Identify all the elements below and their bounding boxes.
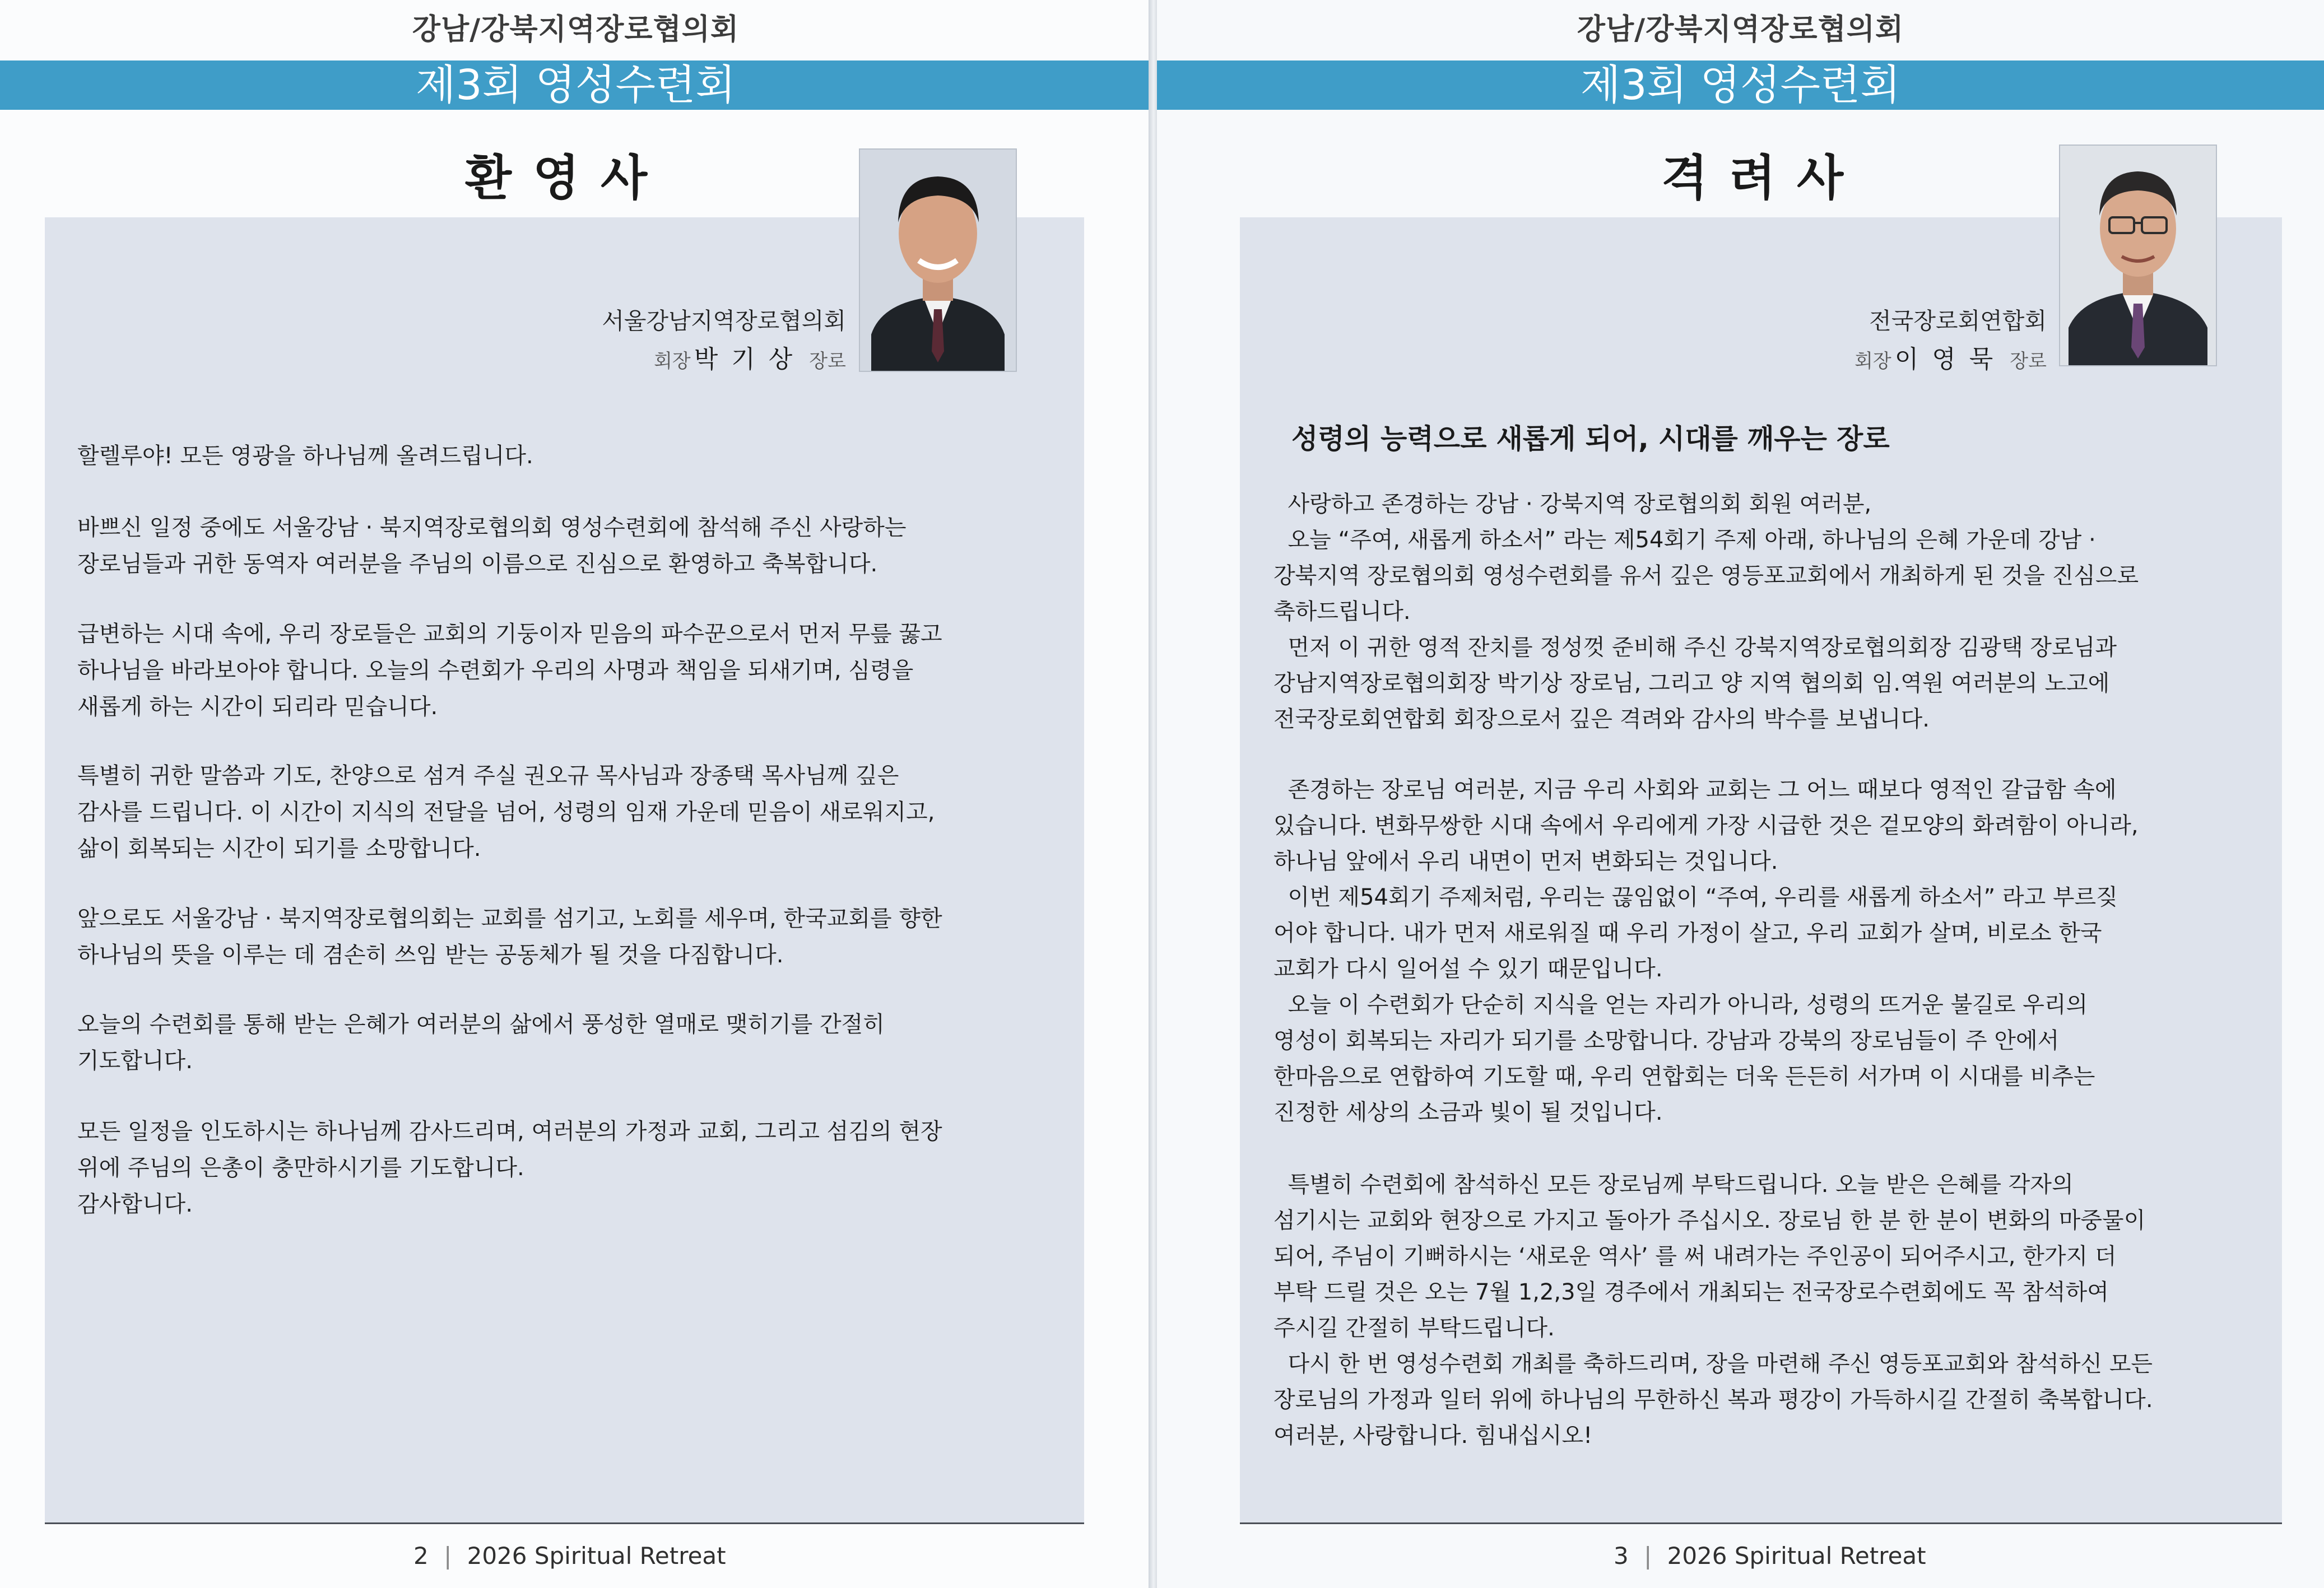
signature-suffix: 장로 <box>809 350 846 372</box>
left-page <box>0 0 1151 1588</box>
signature-title: 회장 <box>654 350 691 372</box>
paragraph: 특별히 수련회에 참석하신 모든 장로님께 부탁드립니다. 오늘 받은 은혜를 각자의 섬기시는 교회와 현장으로 가지고 돌아가 주십시오. 장로님 한 분 한 분이 변화의 마중물이 되어, 주님이 기뻐하시는 ‘새로운 역사’ 를 써 내려가는 주인공이 되어주시고, 한가지 더 부탁 드릴 것은 오는 7월 1,2,3일 경주에서 개최되는 전국장로수련회에도 꼭 참석하여 주시길 간절히 부탁드립니다. 다시 한 번 영성수련회 개최를 축하드리며, 장을 마련해 주신 영등포교회와 참석하신 모든 장로님의 가정과 일터 위에 하나님의 무한하신 복과 평강이 가득하시길 간절히 축복합니다. 여러분, 사랑합니다. 힘내십시오! <box>1273 1172 2153 1449</box>
paragraph: 모든 일정을 인도하시는 하나님께 감사드리며, 여러분의 가정과 교회, 그리고 섬김의 현장 위에 주님의 은총이 충만하시기를 기도합니다. 감사합니다. <box>77 1119 942 1217</box>
retreat-title: 제3회 영성수련회 <box>416 61 736 109</box>
signature-line <box>1728 339 2047 375</box>
paragraph: 존경하는 장로님 여러분, 지금 우리 사회와 교회는 그 어느 때보다 영적인 갈급함 속에 있습니다. 변화무쌍한 시대 속에서 우리에게 가장 시급한 것은 겉모양의 화려함이 아니라, 하나님 앞에서 우리 내면이 먼저 변화되는 것입니다. 이번 제54회기 주제처럼, 우리는 끊임없이 “주여, 우리를 새롭게 하소서” 라고 부르짖 어야 합니다. 내가 먼저 새로워질 때 우리 가정이 살고, 우리 교회가 살며, 비로소 한국 교회가 다시 일어설 수 있기 때문입니다. 오늘 이 수련회가 단순히 지식을 얻는 자리가 아니라, 성령의 뜨거운 불길로 우리의 영성이 회복되는 자리가 되기를 소망합니다. 강남과 강북의 장로님들이 주 안에서 한마음으로 연합하여 기도할 때, 우리 연합회는 더욱 든든히 서가며 이 시대를 비추는 진정한 세상의 소금과 빛이 될 것입니다. <box>1273 777 2139 1125</box>
speaker-photo <box>859 148 1017 372</box>
signature-line <box>560 339 846 375</box>
signature-title: 회장 <box>1854 350 1891 372</box>
organization-header: 강남/강북지역장로협의회 <box>412 13 740 46</box>
page-footer: 3 | 2026 Spiritual Retreat <box>1614 1542 1926 1570</box>
right-page <box>1157 0 2324 1588</box>
page-number: 2 <box>413 1542 429 1570</box>
footer-title: 2026 Spiritual Retreat <box>1667 1542 1926 1570</box>
signature-name: 박기상 <box>694 345 806 374</box>
organization-header: 강남/강북지역장로협의회 <box>1577 13 1904 46</box>
paragraph: 앞으로도 서울강남 · 북지역장로협의회는 교회를 섬기고, 노회를 세우며, 한국교회를 향한 하나님의 뜻을 이루는 데 겸손히 쓰임 받는 공동체가 될 것을 다짐합니다. <box>77 906 942 968</box>
encouragement-address-heading: 격려사 <box>1661 150 1865 206</box>
signature-suffix: 장로 <box>2010 350 2047 372</box>
paragraph: 바쁘신 일정 중에도 서울강남 · 북지역장로협의회 영성수련회에 참석해 주신 사랑하는 장로님들과 귀한 동역자 여러분을 주님의 이름으로 진심으로 환영하고 축복합니다. <box>77 515 907 577</box>
paragraph: 오늘의 수련회를 통해 받는 은혜가 여러분의 삶에서 풍성한 열매로 맺히기를 간절히 기도합니다. <box>77 1012 885 1074</box>
page-footer: 2 | 2026 Spiritual Retreat <box>413 1542 726 1570</box>
portrait-image <box>2060 146 2216 365</box>
welcome-address-heading: 환영사 <box>465 150 669 206</box>
portrait-image <box>860 150 1016 371</box>
page-number: 3 <box>1614 1542 1629 1570</box>
speaker-photo <box>2059 145 2217 366</box>
paragraph: 사랑하고 존경하는 강남 · 강북지역 장로협의회 회원 여러분, 오늘 “주여, 새롭게 하소서” 라는 제54회기 주제 아래, 하나님의 은혜 가운데 강남 · 강북지역 장로협의회 영성수련회를 유서 깊은 영등포교회에서 개최하게 된 것을 진심으로 축하드립니다. 먼저 이 귀한 영적 잔치를 정성껏 준비해 주신 강북지역장로협의회장 김광택 장로님과 강남지역장로협의회장 박기상 장로님, 그리고 양 지역 협의회 임.역원 여러분의 노고에 전국장로회연합회 회장으로서 깊은 격려와 감사의 박수를 보냅니다. <box>1273 491 2139 732</box>
signature-organization: 서울강남지역장로협의회 <box>602 308 846 334</box>
signature-organization: 전국장로회연합회 <box>1869 308 2047 334</box>
retreat-title: 제3회 영성수련회 <box>1581 61 1900 109</box>
address-subheading: 성령의 능력으로 새롭게 되어, 시대를 깨우는 장로 <box>1291 423 1890 455</box>
signature-name: 이영묵 <box>1894 345 2007 374</box>
footer-title: 2026 Spiritual Retreat <box>467 1542 726 1570</box>
paragraph: 할렐루야! 모든 영광을 하나님께 올려드립니다. <box>77 443 533 469</box>
welcome-content-box <box>45 217 1084 1524</box>
paragraph: 특별히 귀한 말씀과 기도, 찬양으로 섬겨 주실 권오규 목사님과 장종택 목사님께 깊은 감사를 드립니다. 이 시간이 지식의 전달을 넘어, 성령의 임재 가운데 믿음이 새로워지고, 삶이 회복되는 시간이 되기를 소망합니다. <box>77 763 935 861</box>
paragraph: 급변하는 시대 속에, 우리 장로들은 교회의 기둥이자 믿음의 파수꾼으로서 먼저 무릎 꿇고 하나님을 바라보아야 합니다. 오늘의 수련회가 우리의 사명과 책임을 되새기며, 심령을 새롭게 하는 시간이 되리라 믿습니다. <box>77 621 942 720</box>
